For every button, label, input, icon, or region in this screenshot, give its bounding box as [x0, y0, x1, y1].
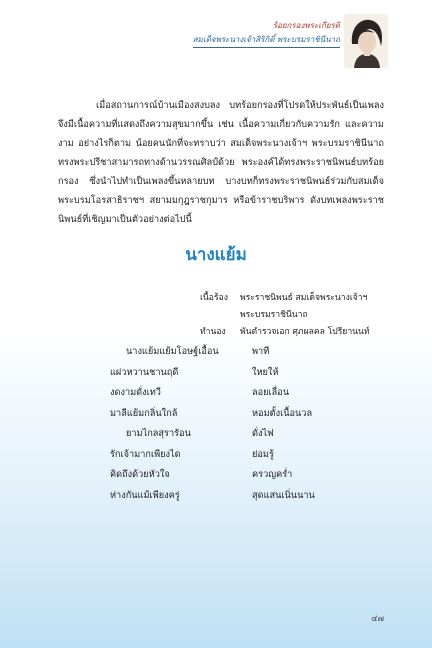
lyric-first-half: นางแย้มแย้มโอษฐ์เอื้อน [126, 346, 219, 357]
lyric-line [110, 465, 350, 486]
lyric-second-half: พาที [252, 346, 270, 357]
credit-value: พระราชนิพนธ์ สมเด็จพระนางเจ้าฯ [240, 293, 368, 303]
lyric-first-half: งดงามดั่งเทวี [110, 387, 161, 398]
page-number: ๔๗ [371, 614, 384, 624]
lyric-line [110, 383, 350, 404]
credit-row [200, 307, 432, 324]
lyric-second-half: หอมตั้งเนื้อนวล [252, 407, 313, 419]
lyric-second-half: ย่อมรู้ [252, 448, 274, 460]
intro-text: เมื่อสถานการณ์บ้านเมืองสงบลง บทร้อยกรองที่โปรดให้ประพันธ์เป็นเพลงจึงมีเนื้อความที่แสดงถึงความสุขมากขึ้น เช่น เนื้อความเกี่ยวกับความรัก และความงาม อย่างไรก็ตาม น้อยคนนักที่จะทราบว่า สมเด็จพระนางเจ้าฯ พระบรมราชินีนาถ ทรงพระปรีชาสามารถทางด้านวรรณศิลป์ด้วย พระองค์ได้ทรงพระราชนิพนธ์บทร้อยกรอง ซึ่งนำไปทำเป็นเพลงขึ้นหลายบท บางบทก็ทรงพระราชนิพนธ์ร่วมกับสมเด็จพระบรมโอรสาธิราชฯ สยามมกุฎราชกุมาร หรือข้าราชบริพาร ดังบทเพลงพระราชนิพนธ์ที่เชิญมาเป็นตัวอย่างต่อไปนี้ [58, 100, 384, 225]
lyric-second-half: ใหยให้ [252, 366, 279, 378]
lyric-second-half: ครวญคร่ำ [252, 469, 293, 480]
header-subtitle: สมเด็จพระนางเจ้าสิริกิติ์ พระบรมราชินีนาถ [193, 34, 340, 48]
credit-value: พันตำรวจเอก ศุภผลคล โปรียานนท์ [240, 327, 370, 337]
credit-label: เนื้อร้อง [200, 293, 228, 303]
lyric-first-half: ห่างกันแม้เพียงครู่ [110, 489, 180, 501]
lyric-second-half: ดั่งไฟ [252, 428, 274, 439]
portrait-image [344, 14, 388, 68]
header-title: ร้อยกรองพระเกียรติ [272, 21, 340, 30]
lyric-line [110, 342, 350, 363]
lyric-line [110, 486, 350, 507]
lyrics [110, 342, 350, 506]
credit-label [200, 307, 240, 324]
credit-label: ทำนอง [200, 327, 226, 337]
lyric-first-half: คิดถึงด้วยหัวใจ [110, 469, 170, 480]
lyric-second-half: ลอยเลื่อน [252, 387, 290, 398]
lyric-line [110, 424, 350, 445]
song-credits [200, 290, 432, 341]
song-title: นางแย้ม [185, 245, 247, 265]
intro-paragraph [58, 96, 384, 229]
lyric-line [110, 363, 350, 384]
credit-row [200, 290, 432, 307]
lyric-first-half: มาลีแย้มกลิ่นใกล้ [110, 407, 178, 419]
lyric-line [110, 445, 350, 466]
lyric-first-half: แผ่วหวานชานฤดี [110, 366, 179, 378]
lyric-line [110, 404, 350, 425]
lyric-second-half: สุดแสนเนิ่นนาน [252, 489, 315, 501]
lyric-first-half: รักเจ้ามากเพียงได [110, 448, 181, 460]
credit-row [200, 324, 432, 341]
lyric-first-half: ยามไกลสุรารัอน [126, 428, 191, 439]
credit-value: พระบรมราชินีนาถ [240, 310, 308, 320]
